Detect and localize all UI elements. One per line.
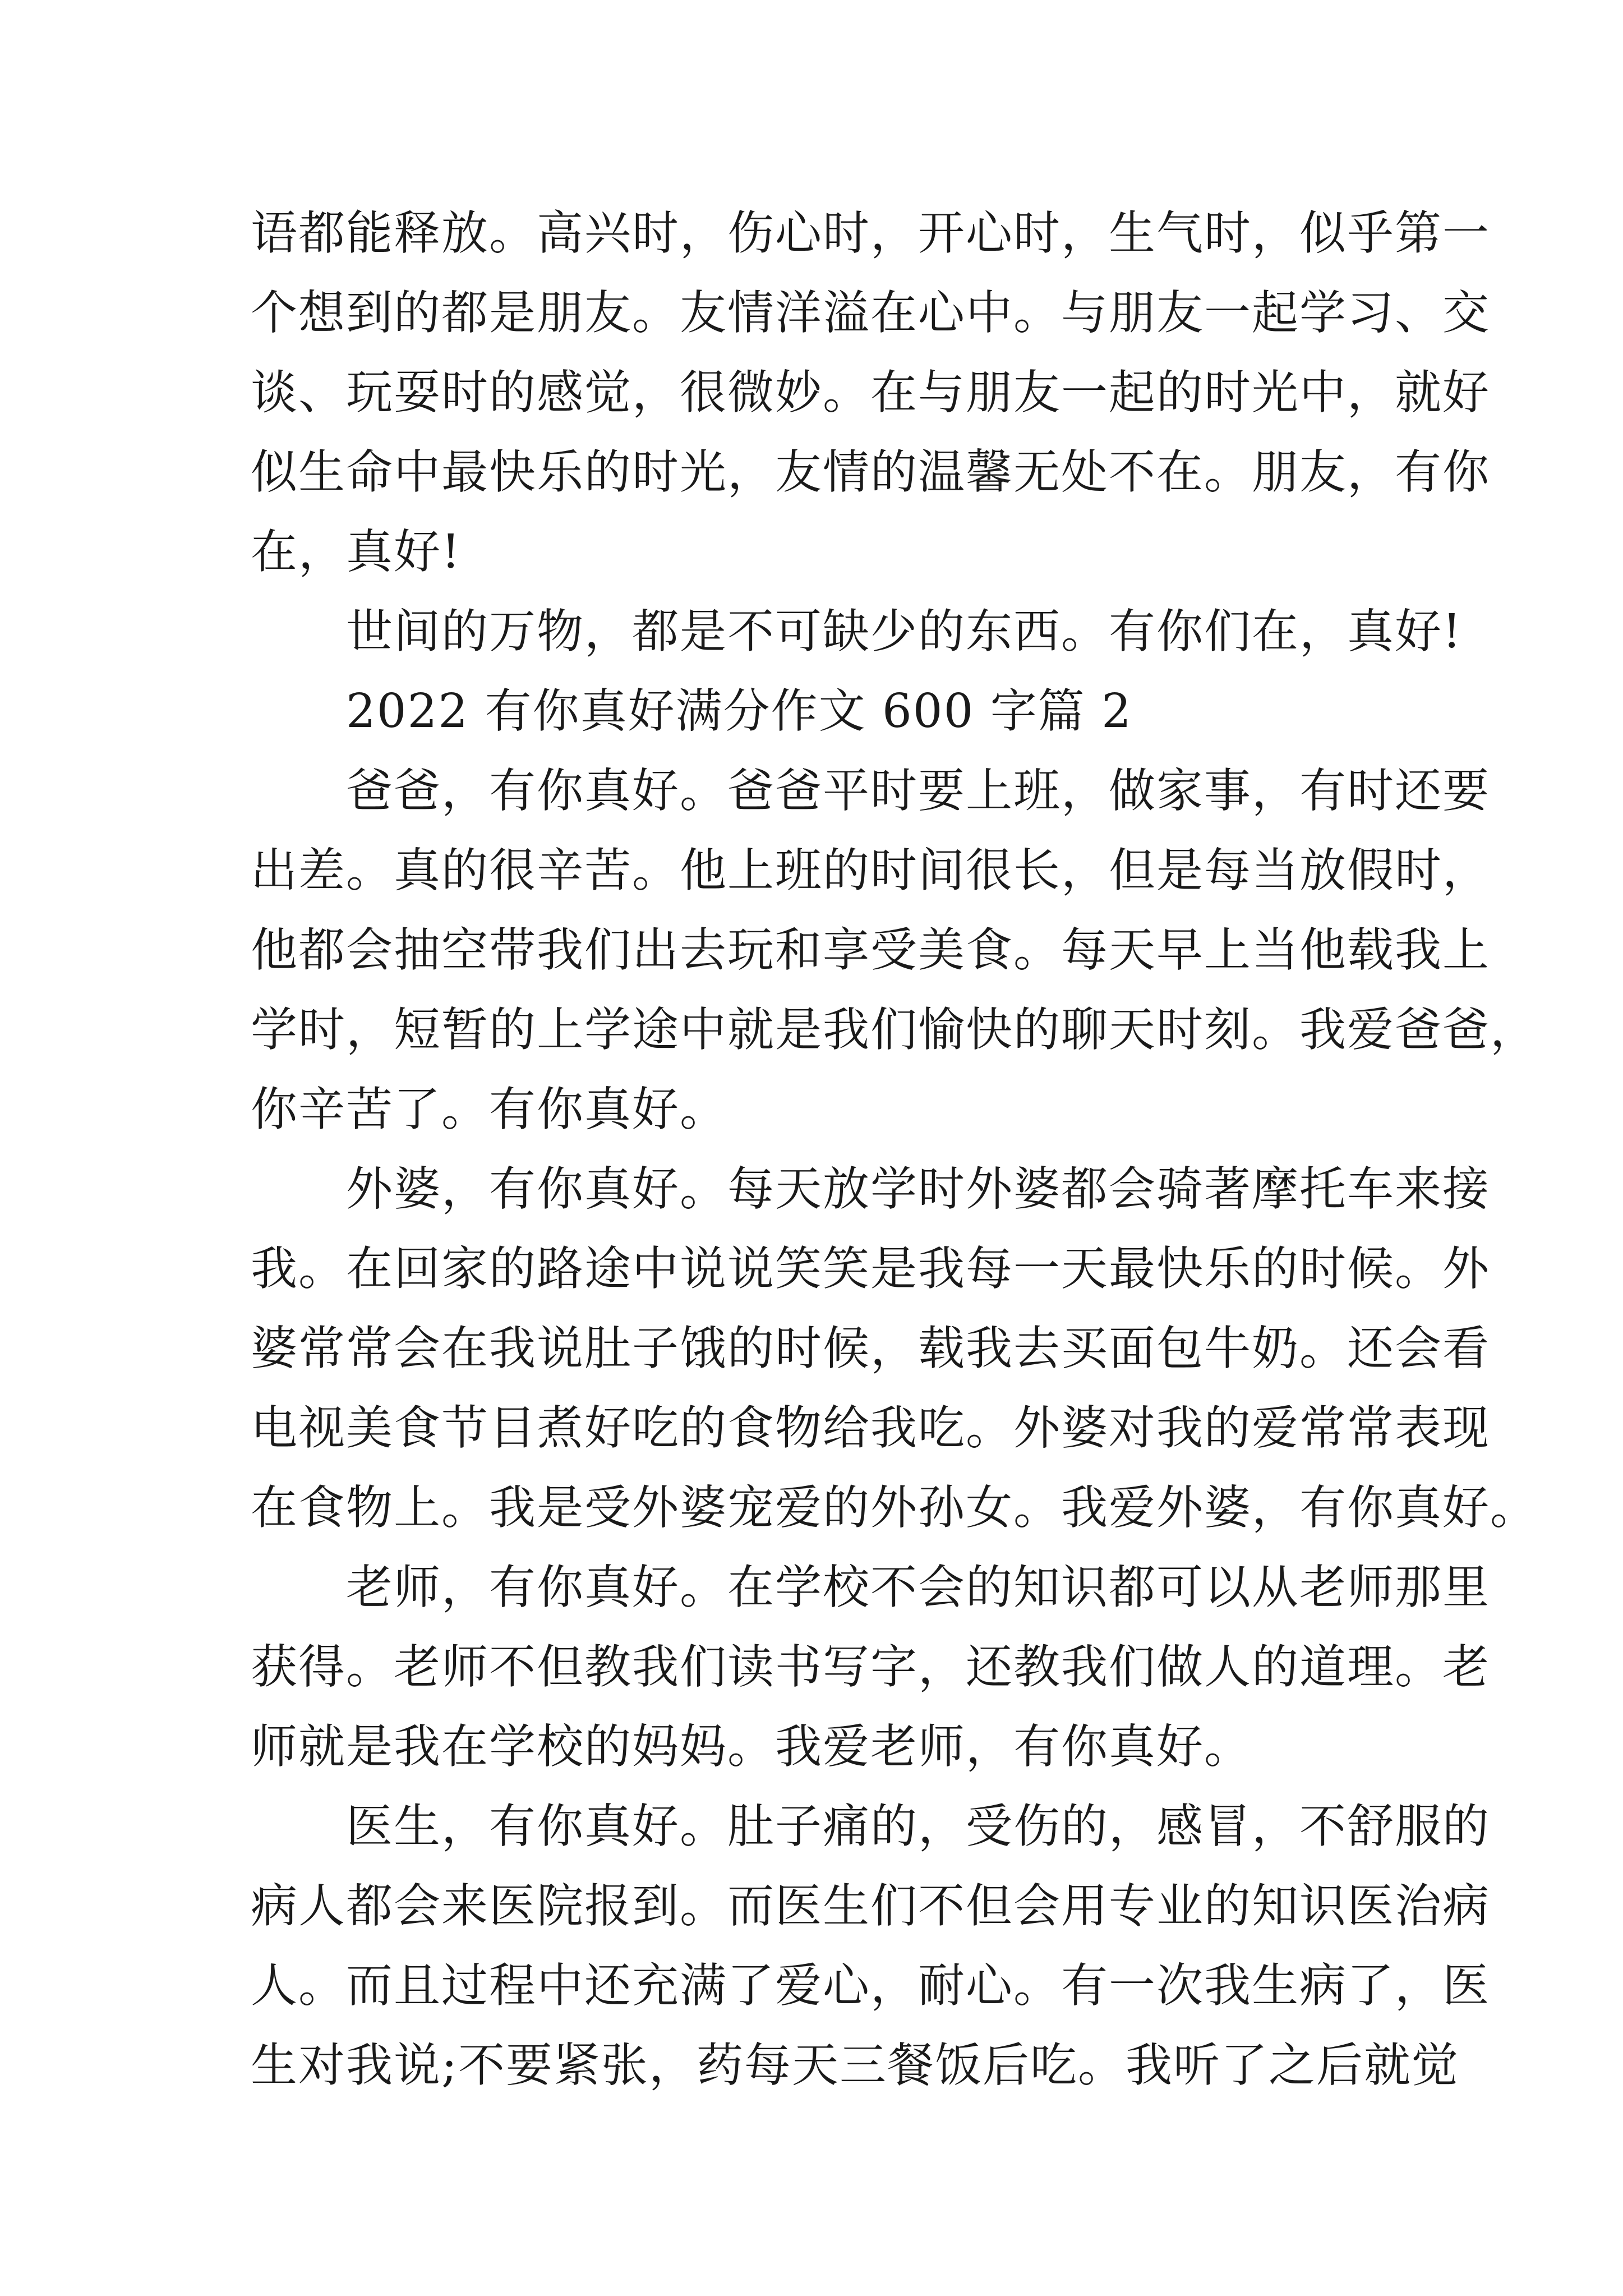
text-line: 出差。真的很辛苦。他上班的时间很长，但是每当放假时， — [251, 843, 1490, 898]
document-body — [251, 194, 1538, 2105]
text-line: 世间的万物，都是不可缺少的东西。有你们在，真好! — [251, 604, 1463, 659]
text-line: 医生，有你真好。肚子痛的，受伤的，感冒，不舒服的 — [251, 1799, 1490, 1853]
text-line: 个想到的都是朋友。友情洋溢在心中。与朋友一起学习、交 — [251, 286, 1490, 340]
text-line: 在，真好! — [251, 524, 462, 579]
text-line: 外婆，有你真好。每天放学时外婆都会骑著摩托车来接 — [251, 1162, 1490, 1216]
text-line: 学时，短暂的上学途中就是我们愉快的聊天时刻。我爱爸爸， — [251, 1002, 1538, 1057]
text-line: 似生命中最快乐的时光，友情的温馨无处不在。朋友，有你 — [251, 445, 1490, 499]
text-line: 师就是我在学校的妈妈。我爱老师，有你真好。 — [251, 1719, 1252, 1774]
text-line: 他都会抽空带我们出去玩和享受美食。每天早上当他载我上 — [251, 923, 1490, 977]
text-line: 语都能释放。高兴时，伤心时，开心时，生气时，似乎第一 — [251, 206, 1490, 260]
text-line: 生对我说;不要紧张，药每天三餐饭后吃。我听了之后就觉 — [251, 2038, 1459, 2092]
text-line: 病人都会来医院报到。而医生们不但会用专业的知识医治病 — [251, 1879, 1490, 1933]
text-line: 我。在回家的路途中说说笑笑是我每一天最快乐的时候。外 — [251, 1241, 1490, 1296]
text-line: 老师，有你真好。在学校不会的知识都可以从老师那里 — [251, 1560, 1490, 1614]
text-line: 人。而且过程中还充满了爱心，耐心。有一次我生病了，医 — [251, 1958, 1490, 2013]
section-heading: 2022 有你真好满分作文 600 字篇 2 — [251, 684, 1132, 738]
text-line: 谈、玩耍时的感觉，很微妙。在与朋友一起的时光中，就好 — [251, 365, 1490, 420]
text-line: 获得。老师不但教我们读书写字，还教我们做人的道理。老 — [251, 1640, 1490, 1694]
text-line: 你辛苦了。有你真好。 — [251, 1082, 727, 1137]
text-line: 在食物上。我是受外婆宠爱的外孙女。我爱外婆，有你真好。 — [251, 1480, 1538, 1535]
text-line: 电视美食节目煮好吃的食物给我吃。外婆对我的爱常常表现 — [251, 1401, 1490, 1455]
text-line: 婆常常会在我说肚子饿的时候，载我去买面包牛奶。还会看 — [251, 1321, 1490, 1375]
text-line: 爸爸，有你真好。爸爸平时要上班，做家事，有时还要 — [251, 763, 1490, 818]
